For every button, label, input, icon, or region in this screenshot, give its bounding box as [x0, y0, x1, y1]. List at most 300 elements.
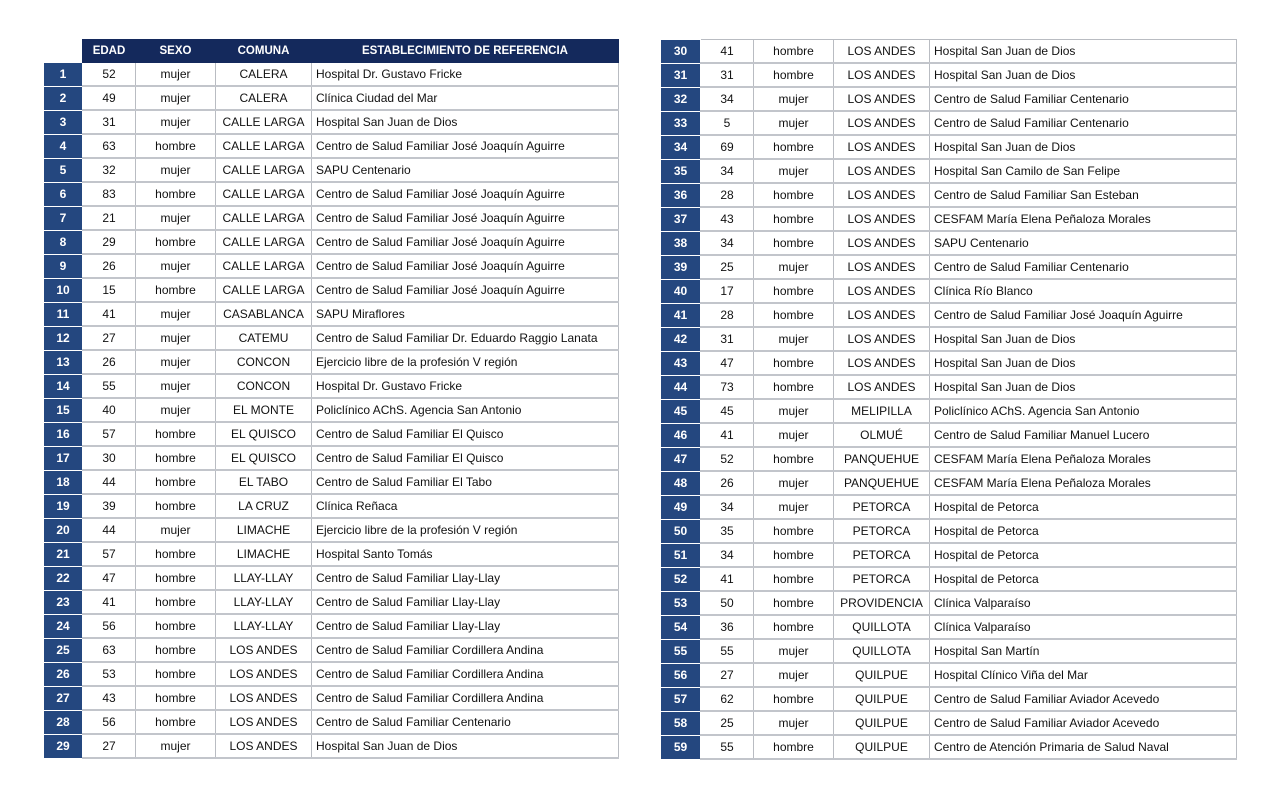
table-row — [661, 375, 1237, 399]
sex-cell: hombre — [136, 422, 216, 446]
sex-cell: mujer — [136, 518, 216, 542]
commune-cell: CATEMU — [216, 326, 312, 350]
row-number: 35 — [661, 159, 701, 183]
table-row — [661, 399, 1237, 423]
age-cell: 25 — [701, 255, 754, 279]
age-cell: 63 — [83, 638, 136, 662]
facility-cell: Clínica Reñaca — [312, 494, 619, 518]
sex-cell: mujer — [754, 327, 834, 351]
sex-cell: mujer — [754, 399, 834, 423]
table-row — [661, 327, 1237, 351]
sex-cell: hombre — [136, 230, 216, 254]
header-row — [44, 40, 619, 63]
age-cell: 83 — [83, 182, 136, 206]
commune-cell: CALERA — [216, 86, 312, 110]
table-row — [44, 470, 619, 494]
table-row — [44, 110, 619, 134]
age-cell: 35 — [701, 519, 754, 543]
age-cell: 57 — [83, 542, 136, 566]
facility-cell: Centro de Salud Familiar Llay-Llay — [312, 566, 619, 590]
commune-cell: PETORCA — [834, 567, 930, 591]
commune-cell: CALERA — [216, 63, 312, 87]
table-row — [44, 590, 619, 614]
age-cell: 56 — [83, 614, 136, 638]
commune-cell: PETORCA — [834, 495, 930, 519]
table-row — [44, 422, 619, 446]
age-cell: 55 — [701, 735, 754, 759]
facility-cell: Hospital Dr. Gustavo Fricke — [312, 63, 619, 87]
table-row — [44, 350, 619, 374]
sex-cell: mujer — [136, 302, 216, 326]
age-cell: 41 — [701, 40, 754, 64]
sex-cell: mujer — [754, 87, 834, 111]
sex-cell: hombre — [754, 447, 834, 471]
commune-cell: CALLE LARGA — [216, 182, 312, 206]
sex-cell: mujer — [136, 206, 216, 230]
age-cell: 31 — [701, 63, 754, 87]
commune-cell: LLAY-LLAY — [216, 566, 312, 590]
sex-cell: mujer — [754, 663, 834, 687]
sex-cell: mujer — [754, 471, 834, 495]
age-cell: 62 — [701, 687, 754, 711]
table-row — [44, 254, 619, 278]
age-cell: 26 — [83, 254, 136, 278]
facility-cell: Hospital Dr. Gustavo Fricke — [312, 374, 619, 398]
facility-cell: Policlínico AChS. Agencia San Antonio — [930, 399, 1237, 423]
facility-cell: Hospital San Juan de Dios — [312, 734, 619, 758]
commune-cell: CONCON — [216, 374, 312, 398]
table-row — [44, 446, 619, 470]
row-number: 50 — [661, 519, 701, 543]
age-cell: 29 — [83, 230, 136, 254]
row-number: 29 — [44, 734, 83, 758]
commune-cell: LLAY-LLAY — [216, 614, 312, 638]
commune-cell: QUILLOTA — [834, 639, 930, 663]
commune-cell: PANQUEHUE — [834, 447, 930, 471]
commune-cell: EL QUISCO — [216, 422, 312, 446]
commune-cell: QUILPUE — [834, 735, 930, 759]
commune-cell: LOS ANDES — [834, 279, 930, 303]
commune-cell: LIMACHE — [216, 518, 312, 542]
commune-cell: EL TABO — [216, 470, 312, 494]
table-row — [661, 255, 1237, 279]
table-row — [661, 567, 1237, 591]
header-comuna: COMUNA — [216, 40, 312, 63]
facility-cell: Centro de Salud Familiar El Quisco — [312, 446, 619, 470]
age-cell: 34 — [701, 87, 754, 111]
commune-cell: LOS ANDES — [834, 327, 930, 351]
facility-cell: Centro de Salud Familiar José Joaquín Aguirre — [312, 254, 619, 278]
sex-cell: hombre — [136, 134, 216, 158]
header-edad: EDAD — [83, 40, 136, 63]
sex-cell: mujer — [754, 639, 834, 663]
facility-cell: Centro de Salud Familiar José Joaquín Aguirre — [312, 182, 619, 206]
sex-cell: hombre — [754, 279, 834, 303]
facility-cell: Centro de Salud Familiar Centenario — [930, 87, 1237, 111]
sex-cell: mujer — [754, 711, 834, 735]
facility-cell: Ejercicio libre de la profesión V región — [312, 518, 619, 542]
commune-cell: CALLE LARGA — [216, 278, 312, 302]
row-number: 27 — [44, 686, 83, 710]
commune-cell: LOS ANDES — [216, 710, 312, 734]
table-row — [44, 614, 619, 638]
sex-cell: hombre — [136, 686, 216, 710]
commune-cell: LOS ANDES — [834, 183, 930, 207]
row-number: 9 — [44, 254, 83, 278]
row-number: 2 — [44, 86, 83, 110]
facility-cell: Centro de Salud Familiar Centenario — [930, 255, 1237, 279]
row-number: 21 — [44, 542, 83, 566]
facility-cell: Centro de Salud Familiar El Quisco — [312, 422, 619, 446]
commune-cell: EL QUISCO — [216, 446, 312, 470]
commune-cell: CONCON — [216, 350, 312, 374]
row-number: 32 — [661, 87, 701, 111]
table-row — [44, 494, 619, 518]
commune-cell: LOS ANDES — [834, 351, 930, 375]
table-row — [44, 326, 619, 350]
row-number: 23 — [44, 590, 83, 614]
age-cell: 31 — [83, 110, 136, 134]
age-cell: 43 — [83, 686, 136, 710]
table-row — [44, 134, 619, 158]
age-cell: 49 — [83, 86, 136, 110]
commune-cell: PETORCA — [834, 543, 930, 567]
sex-cell: hombre — [754, 135, 834, 159]
age-cell: 26 — [701, 471, 754, 495]
age-cell: 44 — [83, 470, 136, 494]
age-cell: 40 — [83, 398, 136, 422]
age-cell: 41 — [83, 590, 136, 614]
age-cell: 5 — [701, 111, 754, 135]
facility-cell: Centro de Salud Familiar Llay-Llay — [312, 590, 619, 614]
cases-table-right — [660, 39, 1237, 760]
table-row — [44, 518, 619, 542]
age-cell: 57 — [83, 422, 136, 446]
table-row — [661, 639, 1237, 663]
row-number: 15 — [44, 398, 83, 422]
facility-cell: Hospital Santo Tomás — [312, 542, 619, 566]
row-number: 42 — [661, 327, 701, 351]
age-cell: 15 — [83, 278, 136, 302]
row-number: 22 — [44, 566, 83, 590]
facility-cell: Centro de Salud Familiar José Joaquín Aguirre — [930, 303, 1237, 327]
table-row — [661, 471, 1237, 495]
age-cell: 53 — [83, 662, 136, 686]
row-number: 55 — [661, 639, 701, 663]
sex-cell: hombre — [136, 662, 216, 686]
age-cell: 31 — [701, 327, 754, 351]
cases-body-right — [661, 40, 1237, 760]
row-number: 11 — [44, 302, 83, 326]
commune-cell: LOS ANDES — [216, 638, 312, 662]
commune-cell: LOS ANDES — [834, 87, 930, 111]
table-row — [661, 663, 1237, 687]
sex-cell: mujer — [136, 398, 216, 422]
commune-cell: LOS ANDES — [834, 231, 930, 255]
row-number: 8 — [44, 230, 83, 254]
sex-cell: hombre — [136, 638, 216, 662]
sex-cell: hombre — [136, 470, 216, 494]
row-number: 10 — [44, 278, 83, 302]
sex-cell: hombre — [754, 40, 834, 64]
commune-cell: LOS ANDES — [834, 303, 930, 327]
commune-cell: LOS ANDES — [216, 734, 312, 758]
age-cell: 43 — [701, 207, 754, 231]
age-cell: 28 — [701, 183, 754, 207]
table-row — [44, 734, 619, 758]
facility-cell: SAPU Miraflores — [312, 302, 619, 326]
row-number: 51 — [661, 543, 701, 567]
table-row — [661, 40, 1237, 64]
row-number: 39 — [661, 255, 701, 279]
table-row — [661, 495, 1237, 519]
table-row — [661, 735, 1237, 759]
sex-cell: hombre — [136, 614, 216, 638]
facility-cell: Hospital de Petorca — [930, 495, 1237, 519]
facility-cell: SAPU Centenario — [312, 158, 619, 182]
commune-cell: LLAY-LLAY — [216, 590, 312, 614]
row-number: 43 — [661, 351, 701, 375]
facility-cell: Ejercicio libre de la profesión V región — [312, 350, 619, 374]
age-cell: 27 — [83, 734, 136, 758]
index-header-blank — [44, 40, 83, 63]
facility-cell: Centro de Salud Familiar Centenario — [312, 710, 619, 734]
commune-cell: LOS ANDES — [216, 686, 312, 710]
table-row — [44, 206, 619, 230]
sex-cell: mujer — [754, 423, 834, 447]
sex-cell: mujer — [754, 111, 834, 135]
facility-cell: CESFAM María Elena Peñaloza Morales — [930, 447, 1237, 471]
table-row — [44, 278, 619, 302]
row-number: 12 — [44, 326, 83, 350]
row-number: 13 — [44, 350, 83, 374]
table-row — [661, 231, 1237, 255]
sex-cell: hombre — [754, 207, 834, 231]
facility-cell: Hospital San Juan de Dios — [930, 135, 1237, 159]
row-number: 49 — [661, 495, 701, 519]
sex-cell: mujer — [136, 86, 216, 110]
facility-cell: Centro de Salud Familiar Aviador Acevedo — [930, 711, 1237, 735]
facility-cell: Hospital San Juan de Dios — [930, 40, 1237, 64]
age-cell: 73 — [701, 375, 754, 399]
row-number: 25 — [44, 638, 83, 662]
facility-cell: Hospital San Juan de Dios — [930, 375, 1237, 399]
commune-cell: LOS ANDES — [834, 63, 930, 87]
facility-cell: Centro de Salud Familiar José Joaquín Aguirre — [312, 134, 619, 158]
facility-cell: Centro de Salud Familiar Cordillera Andina — [312, 662, 619, 686]
age-cell: 34 — [701, 159, 754, 183]
table-row — [44, 63, 619, 87]
row-number: 31 — [661, 63, 701, 87]
age-cell: 21 — [83, 206, 136, 230]
age-cell: 52 — [83, 63, 136, 87]
sex-cell: hombre — [754, 63, 834, 87]
facility-cell: Hospital San Juan de Dios — [930, 63, 1237, 87]
row-number: 59 — [661, 735, 701, 759]
header-sexo: SEXO — [136, 40, 216, 63]
sex-cell: hombre — [754, 183, 834, 207]
facility-cell: Centro de Salud Familiar San Esteban — [930, 183, 1237, 207]
commune-cell: LOS ANDES — [834, 135, 930, 159]
age-cell: 55 — [701, 639, 754, 663]
age-cell: 27 — [701, 663, 754, 687]
row-number: 16 — [44, 422, 83, 446]
sex-cell: mujer — [754, 159, 834, 183]
table-row — [44, 542, 619, 566]
facility-cell: Centro de Salud Familiar Aviador Acevedo — [930, 687, 1237, 711]
table-row — [661, 711, 1237, 735]
commune-cell: OLMUÉ — [834, 423, 930, 447]
age-cell: 26 — [83, 350, 136, 374]
facility-cell: Hospital San Juan de Dios — [312, 110, 619, 134]
commune-cell: PROVIDENCIA — [834, 591, 930, 615]
age-cell: 39 — [83, 494, 136, 518]
commune-cell: MELIPILLA — [834, 399, 930, 423]
facility-cell: Centro de Salud Familiar Cordillera Andina — [312, 686, 619, 710]
sex-cell: hombre — [136, 278, 216, 302]
commune-cell: LA CRUZ — [216, 494, 312, 518]
facility-cell: Centro de Salud Familiar Manuel Lucero — [930, 423, 1237, 447]
row-number: 53 — [661, 591, 701, 615]
row-number: 5 — [44, 158, 83, 182]
table-row — [661, 447, 1237, 471]
sex-cell: mujer — [136, 158, 216, 182]
sex-cell: hombre — [754, 351, 834, 375]
commune-cell: LIMACHE — [216, 542, 312, 566]
commune-cell: CALLE LARGA — [216, 134, 312, 158]
row-number: 6 — [44, 182, 83, 206]
table-row — [44, 86, 619, 110]
commune-cell: PETORCA — [834, 519, 930, 543]
facility-cell: Centro de Salud Familiar Dr. Eduardo Raggio Lanata — [312, 326, 619, 350]
age-cell: 41 — [701, 567, 754, 591]
facility-cell: Centro de Salud Familiar Cordillera Andina — [312, 638, 619, 662]
age-cell: 50 — [701, 591, 754, 615]
age-cell: 52 — [701, 447, 754, 471]
table-row — [661, 159, 1237, 183]
sex-cell: hombre — [136, 590, 216, 614]
age-cell: 41 — [701, 423, 754, 447]
facility-cell: Centro de Salud Familiar José Joaquín Aguirre — [312, 278, 619, 302]
age-cell: 32 — [83, 158, 136, 182]
commune-cell: LOS ANDES — [834, 40, 930, 64]
row-number: 57 — [661, 687, 701, 711]
facility-cell: Hospital San Martín — [930, 639, 1237, 663]
row-number: 19 — [44, 494, 83, 518]
table-row — [661, 87, 1237, 111]
table-row — [44, 302, 619, 326]
row-number: 24 — [44, 614, 83, 638]
table-row — [44, 182, 619, 206]
facility-cell: Clínica Ciudad del Mar — [312, 86, 619, 110]
row-number: 20 — [44, 518, 83, 542]
commune-cell: CALLE LARGA — [216, 158, 312, 182]
age-cell: 17 — [701, 279, 754, 303]
age-cell: 47 — [701, 351, 754, 375]
age-cell: 45 — [701, 399, 754, 423]
row-number: 1 — [44, 63, 83, 87]
commune-cell: CALLE LARGA — [216, 230, 312, 254]
age-cell: 41 — [83, 302, 136, 326]
row-number: 14 — [44, 374, 83, 398]
sex-cell: hombre — [754, 615, 834, 639]
table-row — [661, 279, 1237, 303]
commune-cell: CALLE LARGA — [216, 254, 312, 278]
age-cell: 28 — [701, 303, 754, 327]
table-row — [661, 519, 1237, 543]
row-number: 33 — [661, 111, 701, 135]
sex-cell: hombre — [754, 303, 834, 327]
facility-cell: Hospital Clínico Viña del Mar — [930, 663, 1237, 687]
table-row — [661, 303, 1237, 327]
row-number: 30 — [661, 40, 701, 64]
row-number: 34 — [661, 135, 701, 159]
facility-cell: Hospital San Camilo de San Felipe — [930, 159, 1237, 183]
sex-cell: hombre — [754, 375, 834, 399]
table-row — [44, 374, 619, 398]
age-cell: 34 — [701, 495, 754, 519]
row-number: 17 — [44, 446, 83, 470]
row-number: 7 — [44, 206, 83, 230]
sex-cell: hombre — [754, 231, 834, 255]
row-number: 38 — [661, 231, 701, 255]
commune-cell: CALLE LARGA — [216, 206, 312, 230]
age-cell: 27 — [83, 326, 136, 350]
sex-cell: mujer — [754, 255, 834, 279]
table-row — [661, 135, 1237, 159]
commune-cell: CALLE LARGA — [216, 110, 312, 134]
row-number: 37 — [661, 207, 701, 231]
header-establecimiento: ESTABLECIMIENTO DE REFERENCIA — [312, 40, 619, 63]
age-cell: 30 — [83, 446, 136, 470]
age-cell: 69 — [701, 135, 754, 159]
commune-cell: QUILPUE — [834, 687, 930, 711]
sex-cell: mujer — [136, 350, 216, 374]
sex-cell: mujer — [136, 326, 216, 350]
facility-cell: Clínica Río Blanco — [930, 279, 1237, 303]
facility-cell: Centro de Salud Familiar José Joaquín Aguirre — [312, 206, 619, 230]
sex-cell: mujer — [136, 734, 216, 758]
facility-cell: CESFAM María Elena Peñaloza Morales — [930, 471, 1237, 495]
facility-cell: Centro de Salud Familiar Llay-Llay — [312, 614, 619, 638]
commune-cell: QUILPUE — [834, 663, 930, 687]
table-row — [661, 63, 1237, 87]
table-row — [661, 423, 1237, 447]
facility-cell: Hospital San Juan de Dios — [930, 351, 1237, 375]
table-row — [661, 687, 1237, 711]
facility-cell: Hospital de Petorca — [930, 543, 1237, 567]
table-row — [44, 686, 619, 710]
age-cell: 56 — [83, 710, 136, 734]
age-cell: 44 — [83, 518, 136, 542]
table-row — [44, 710, 619, 734]
table-row — [661, 543, 1237, 567]
age-cell: 55 — [83, 374, 136, 398]
sex-cell: hombre — [754, 543, 834, 567]
sex-cell: hombre — [754, 567, 834, 591]
sex-cell: hombre — [754, 519, 834, 543]
commune-cell: QUILLOTA — [834, 615, 930, 639]
row-number: 18 — [44, 470, 83, 494]
facility-cell: CESFAM María Elena Peñaloza Morales — [930, 207, 1237, 231]
sex-cell: hombre — [754, 735, 834, 759]
sex-cell: hombre — [136, 446, 216, 470]
sex-cell: hombre — [136, 710, 216, 734]
facility-cell: Clínica Valparaíso — [930, 615, 1237, 639]
facility-cell: Centro de Atención Primaria de Salud Naval — [930, 735, 1237, 759]
table-row — [661, 351, 1237, 375]
facility-cell: Clínica Valparaíso — [930, 591, 1237, 615]
